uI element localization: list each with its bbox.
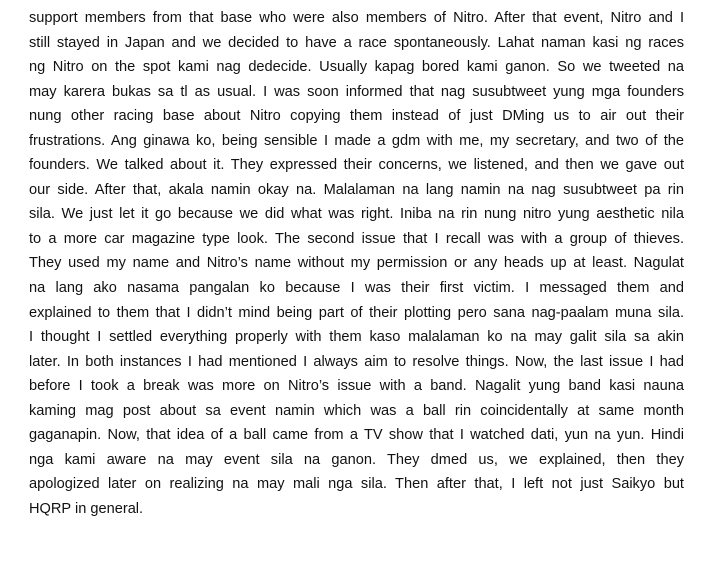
text-line: nga kami aware na may event sila na ganon. They dmed us, we explained, then they [29, 451, 684, 468]
text-line: frustrations. Ang ginawa ko, being sensible I made a gdm with me, my secretary, and two of the [29, 132, 684, 149]
text-line: I thought I settled everything properly with them kaso malalaman ko na may galit sila sa akin [29, 329, 684, 346]
text-line: still stayed in Japan and we decided to have a race spontaneously. Lahat naman kasi ng races [29, 34, 684, 51]
body-paragraph [29, 6, 684, 521]
text-line: sila. We just let it go because we did what was right. Iniba na rin nung nitro yung aesthetic nila [29, 206, 684, 223]
text-line: gaganapin. Now, that idea of a ball came from a TV show that I watched dati, yun na yun. Hindi [29, 427, 684, 444]
text-line: founders. We talked about it. They expressed their concerns, we listened, and then we gave out [29, 157, 684, 174]
text-line: nung other racing base about Nitro copying them instead of just DMing us to air out their [29, 108, 684, 125]
text-line: later. In both instances I had mentioned I always aim to resolve things. Now, the last issue I had [29, 353, 684, 370]
text-line: support members from that base who were also members of Nitro. After that event, Nitro and I [29, 10, 684, 26]
text-line-last: HQRP in general. [29, 500, 144, 517]
text-line: na lang ako nasama pangalan ko because I was their first victim. I messaged them and [29, 280, 684, 297]
text-line: ng Nitro on the spot kami nag dedecide. Usually kapag bored kami ganon. So we tweeted na [29, 59, 684, 76]
text-line: may karera bukas sa tl as usual. I was soon informed that nag susubtweet yung mga founders [29, 83, 684, 100]
text-line: before I took a break was more on Nitro’s issue with a band. Nagalit yung band kasi nauna [29, 378, 684, 395]
text-line: to a more car magazine type look. The second issue that I recall was with a group of thieves. [29, 230, 684, 247]
text-line: explained to them that I didn’t mind being part of their plotting pero sana nag-paalam muna sila. [29, 304, 684, 321]
text-line: our side. After that, akala namin okay na. Malalaman na lang namin na nag susubtweet pa rin [29, 181, 684, 198]
text-line: They used my name and Nitro’s name without my permission or any heads up at least. Nagulat [29, 255, 684, 272]
text-line: apologized later on realizing na may mali nga sila. Then after that, I left not just Saikyo but [29, 476, 684, 493]
text-line: kaming mag post about sa event namin which was a ball rin coincidentally at same month [29, 402, 684, 419]
